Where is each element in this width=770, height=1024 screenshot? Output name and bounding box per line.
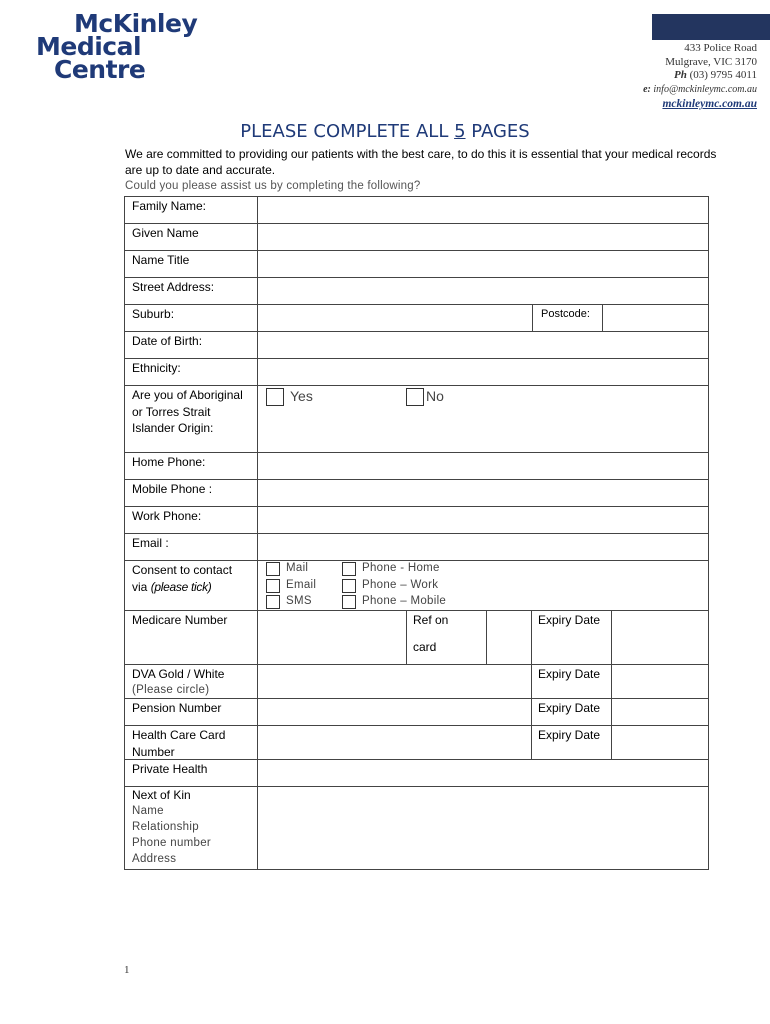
postcode-label: Postcode:: [541, 308, 590, 320]
address-phone: Ph (03) 9795 4011: [673, 69, 757, 81]
street-address-label-cell: [124, 277, 258, 305]
health-care-label-cell: [124, 725, 258, 760]
pension-expiry-label-cell: [531, 698, 612, 726]
suburb-label: Suburb:: [132, 307, 175, 321]
phone-work-checkbox[interactable]: [342, 579, 356, 593]
ethnicity-label-cell: [124, 358, 258, 386]
dva-number-field[interactable]: [257, 664, 532, 699]
email-option-label: Email: [286, 579, 317, 591]
health-care-number-field[interactable]: [257, 725, 532, 760]
address-street: 433 Police Road: [684, 42, 757, 54]
phone-home-option-label: Phone - Home: [362, 562, 440, 574]
medicare-expiry-field[interactable]: [611, 610, 709, 665]
home-phone-label-cell: [124, 452, 258, 480]
address-email: e: info@mckinleymc.com.au: [643, 83, 757, 95]
sms-checkbox[interactable]: [266, 595, 280, 609]
kin-phone-label: Phone number: [132, 837, 212, 849]
mail-checkbox[interactable]: [266, 562, 280, 576]
mobile-phone-field[interactable]: [257, 479, 709, 507]
next-of-kin-field[interactable]: [257, 786, 709, 870]
given-name-field[interactable]: [257, 223, 709, 251]
email-label-cell: [124, 533, 258, 561]
ref-on-label: Ref on: [413, 613, 449, 627]
dob-label: Date of Birth:: [132, 334, 203, 348]
work-phone-label: Work Phone:: [132, 509, 202, 523]
pension-expiry-label: Expiry Date: [538, 701, 601, 715]
medicare-number-field[interactable]: [257, 610, 407, 665]
dva-expiry-label: Expiry Date: [538, 667, 601, 681]
logo-line-3: Centre: [54, 55, 146, 84]
dva-label: DVA Gold / White: [132, 667, 225, 681]
name-title-label-cell: [124, 250, 258, 278]
medicare-expiry-label-cell: [531, 610, 612, 665]
mobile-phone-label-cell: [124, 479, 258, 507]
card-label: card: [413, 640, 437, 654]
postcode-field[interactable]: [602, 304, 709, 332]
consent-label: Consent to contact via (please tick): [132, 563, 233, 594]
intro-statement: We are committed to providing our patients with the best care, to do this it is essential that your medical records are up to date and accurate.: [125, 147, 717, 177]
pension-number-field[interactable]: [257, 698, 532, 726]
email-field[interactable]: [257, 533, 709, 561]
intro-request: Could you please assist us by completing the following?: [125, 180, 421, 192]
kin-name-label: Name: [132, 805, 164, 817]
health-care-label: Health Care Card Number: [132, 728, 226, 759]
dob-field[interactable]: [257, 331, 709, 359]
ref-on-card-field[interactable]: [486, 610, 532, 665]
header-color-bar: [652, 14, 770, 40]
yes-label: Yes: [290, 388, 313, 404]
pension-label-cell: [124, 698, 258, 726]
mail-option-label: Mail: [286, 562, 309, 574]
phone-mobile-checkbox[interactable]: [342, 595, 356, 609]
family-name-label: Family Name:: [132, 199, 207, 213]
ref-on-card-label-cell: [406, 610, 487, 665]
suburb-field[interactable]: [257, 304, 533, 332]
pension-label: Pension Number: [132, 701, 222, 715]
medicare-label-cell: [124, 610, 258, 665]
logo-line-2: Medical: [36, 32, 142, 61]
sms-option-label: SMS: [286, 595, 312, 607]
work-phone-field[interactable]: [257, 506, 709, 534]
aboriginal-label-cell: [124, 385, 258, 453]
mobile-phone-label: Mobile Phone :: [132, 482, 213, 496]
dob-label-cell: [124, 331, 258, 359]
street-address-field[interactable]: [257, 277, 709, 305]
dva-expiry-label-cell: [531, 664, 612, 699]
private-health-label-cell: [124, 759, 258, 787]
family-name-field[interactable]: [257, 196, 709, 224]
intro-text: [125, 146, 725, 194]
name-title-label: Name Title: [132, 253, 190, 267]
ethnicity-field[interactable]: [257, 358, 709, 386]
private-health-label: Private Health: [132, 762, 208, 776]
clinic-address: [643, 42, 757, 112]
pension-expiry-field[interactable]: [611, 698, 709, 726]
family-name-label-cell: [124, 196, 258, 224]
consent-options-cell: [257, 560, 709, 611]
work-phone-label-cell: [124, 506, 258, 534]
clinic-logo: [36, 9, 198, 84]
dva-label-cell: [124, 664, 258, 699]
aboriginal-options-cell: [257, 385, 709, 453]
given-name-label-cell: [124, 223, 258, 251]
next-of-kin-label-cell: [124, 786, 258, 870]
aboriginal-label: Are you of Aboriginal or Torres Strait Islander Origin:: [132, 388, 243, 435]
health-care-expiry-label-cell: [531, 725, 612, 760]
private-health-field[interactable]: [257, 759, 709, 787]
please-circle-note: (Please circle): [132, 684, 210, 696]
logo-line-1: McKinley: [74, 9, 198, 38]
phone-work-option-label: Phone – Work: [362, 579, 439, 591]
postcode-label-cell: [532, 304, 603, 332]
kin-address-label: Address: [132, 853, 177, 865]
address-suburb: Mulgrave, VIC 3170: [665, 55, 757, 68]
health-care-expiry-label: Expiry Date: [538, 728, 601, 742]
suburb-label-cell: [124, 304, 258, 332]
next-of-kin-label: Next of Kin: [132, 788, 191, 802]
home-phone-field[interactable]: [257, 452, 709, 480]
email-checkbox[interactable]: [266, 579, 280, 593]
no-label: No: [426, 388, 444, 404]
phone-home-checkbox[interactable]: [342, 562, 356, 576]
medicare-label: Medicare Number: [132, 613, 228, 627]
consent-label-cell: [124, 560, 258, 611]
phone-mobile-option-label: Phone – Mobile: [362, 595, 447, 607]
dva-expiry-field[interactable]: [611, 664, 709, 699]
yes-checkbox[interactable]: [266, 388, 284, 406]
page-heading: PLEASE COMPLETE ALL 5 PAGES: [240, 121, 530, 142]
no-checkbox[interactable]: [406, 388, 424, 406]
health-care-expiry-field[interactable]: [611, 725, 709, 760]
medicare-expiry-label: Expiry Date: [538, 613, 601, 627]
ethnicity-label: Ethnicity:: [132, 361, 181, 375]
name-title-field[interactable]: [257, 250, 709, 278]
registration-form: [124, 196, 709, 870]
given-name-label: Given Name: [132, 226, 199, 240]
page-number: 1: [124, 964, 130, 976]
email-label: Email :: [132, 536, 169, 550]
kin-relationship-label: Relationship: [132, 821, 199, 833]
home-phone-label: Home Phone:: [132, 455, 206, 469]
street-address-label: Street Address:: [132, 280, 215, 294]
website-link[interactable]: mckinleymc.com.au: [662, 98, 757, 110]
